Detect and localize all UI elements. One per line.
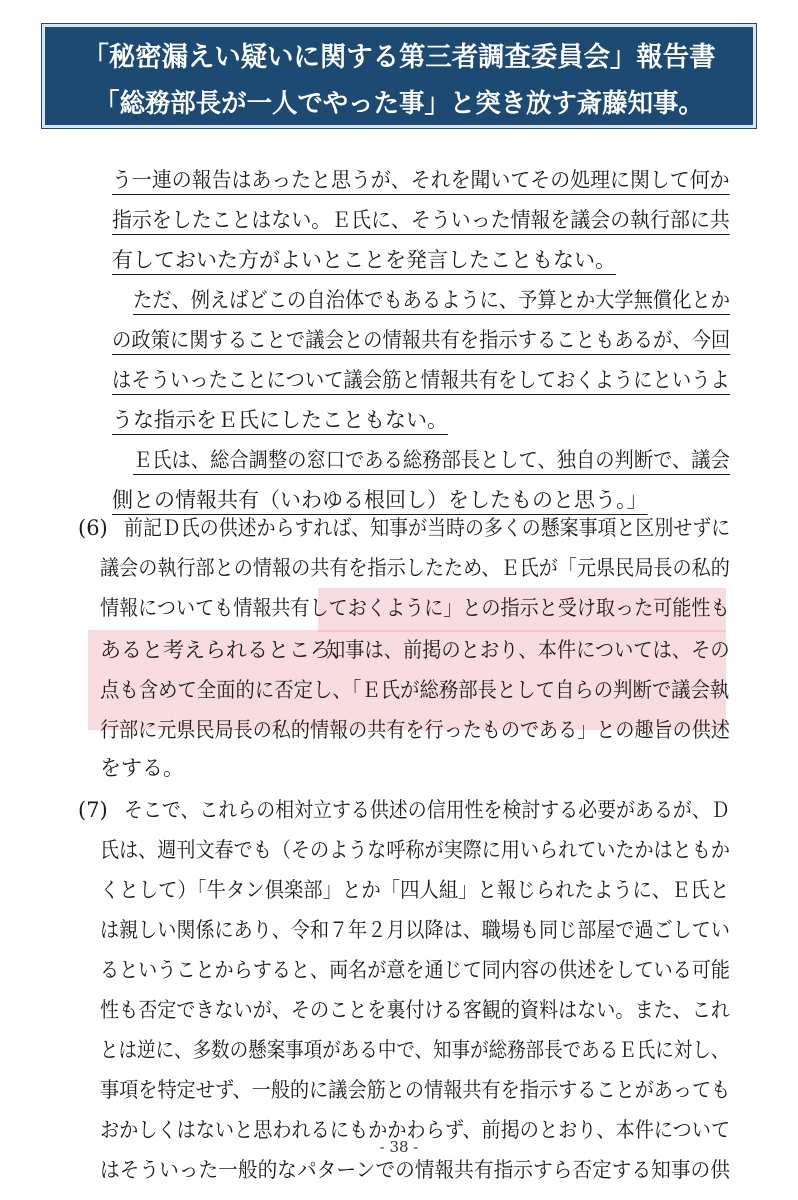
document-page (0, 140, 798, 1200)
section-7-line: とは逆に、多数の懸案事項がある中で、知事が総務部長であるＥ氏に対し、 (100, 1038, 730, 1062)
quote-line: の政策に関することで議会との情報共有を指示することもあるが、今回 (112, 328, 731, 352)
section-6-line: 前記Ｄ氏の供述からすれば、知事が当時の多くの懸案事項と区別せずに (124, 516, 731, 540)
section-7-line: 性も否定できないが、そのことを裏付ける客観的資料はない。また、これ (100, 998, 730, 1022)
section-6-highlighted-line: 行部に元県民局長の私的情報の共有を行ったものである」との趣旨の供述 (100, 718, 730, 742)
section-7-number: (7) (78, 798, 108, 822)
section-7-line: そこで、これらの相対立する供述の信用性を検討する必要があるが、Ｄ (124, 798, 730, 822)
section-7-line: 事項を特定せず、一般的に議会筋との情報共有を指示することがあっても (100, 1078, 731, 1102)
section-7-line: 氏は、週刊文春でも（そのような呼称が実際に用いられていたかはともか (100, 838, 730, 862)
section-6-highlighted-line: 点も含めて全面的に否定し、「Ｅ氏が総務部長として自らの判断で議会執 (100, 678, 730, 702)
section-7-line: おかしくはないと思われるにもかかわらず、前掲のとおり、本件について (100, 1118, 731, 1142)
section-6-line: 情報についても情報共有しておくように」との指示と受け取った可能性も (100, 596, 730, 620)
section-7-line: はそういった一般的なパターンでの情報共有指示すら否定する知事の供 (100, 1158, 730, 1182)
banner-title: 「秘密漏えい疑いに関する第三者調査委員会」報告書 (82, 42, 716, 73)
title-banner (42, 24, 756, 128)
section-7-line: は親しい関係にあり、令和７年２月以降は、職場も同じ部屋で過ごしてい (100, 918, 730, 942)
banner-subtitle: 「総務部長が一人でやった事」と突き放す斎藤知事。 (94, 89, 704, 119)
section-6-number: (6) (78, 516, 108, 540)
quote-line: 指示をしたことはない。Ｅ氏に、そういった情報を議会の執行部に共 (112, 208, 730, 232)
quote-line: はそういったことについて議会筋と情報共有をしておくようにというよ (112, 368, 730, 392)
quote-line: 有しておいた方がよいとことを発言したこともない。 (112, 248, 616, 272)
section-6-line: 議会の執行部との情報の共有を指示したため、Ｅ氏が「元県民局長の私的 (100, 556, 730, 580)
quote-line: う一連の報告はあったと思うが、それを聞いてその処理に関して何か (112, 168, 730, 192)
section-6-highlighted-line: 知事は、前掲のとおり、本件については、その (326, 638, 730, 662)
section-6-line: あると考えられるところ、 (100, 638, 352, 662)
quote-line: うな指示をＥ氏にしたこともない。 (112, 408, 448, 432)
section-7-line: るということからすると、両名が意を通じて同内容の供述をしている可能 (100, 958, 730, 982)
quote-line: 側との情報共有（いわゆる根回し）をしたものと思う。」 (112, 488, 648, 512)
page-number: - 38 - (379, 1138, 419, 1156)
section-6-highlighted-line: をする。 (100, 756, 184, 780)
quote-line: ただ、例えばどこの自治体でもあるように、予算とか大学無償化とか (133, 288, 730, 312)
section-7-line: くとして）「牛タン倶楽部」とか「四人組」と報じられたように、Ｅ氏と (100, 878, 730, 902)
quote-line: Ｅ氏は、総合調整の窓口である総務部長として、独自の判断で、議会 (133, 448, 730, 472)
